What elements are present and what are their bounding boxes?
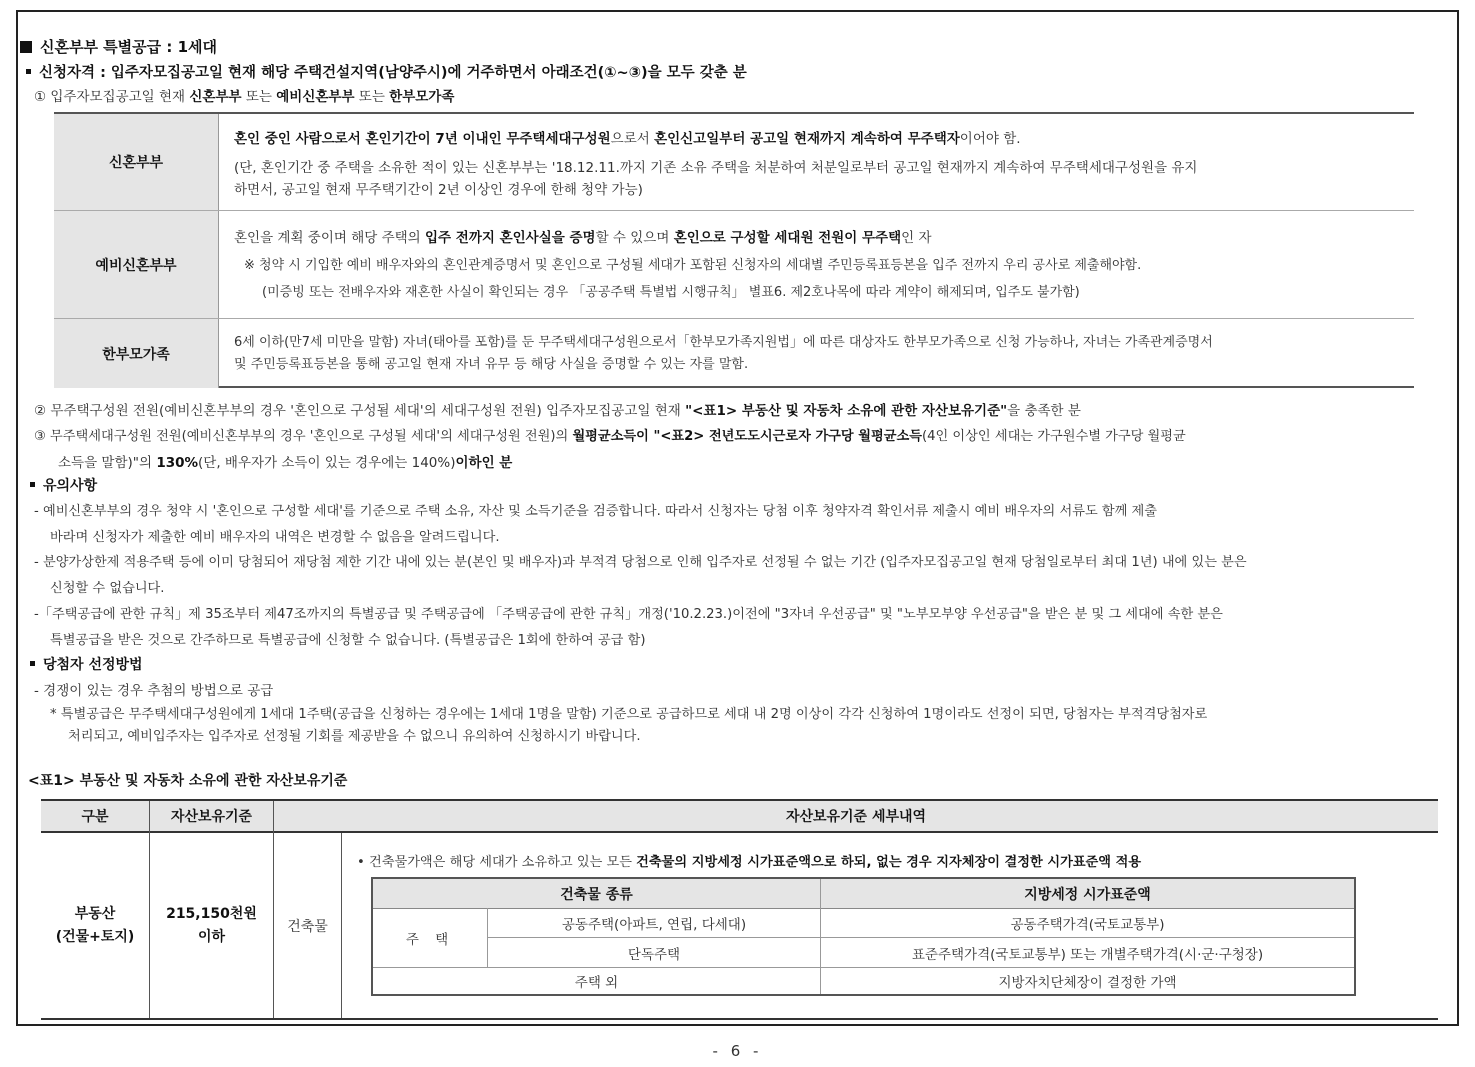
inner-type: 단독주택 [627,946,681,963]
standard-cell [150,833,273,1018]
table-bottom-rule [41,1018,1438,1020]
text: (미증빙 또는 전배우자와 재혼한 사실이 확인되는 경우 「공공주택 특별법 시행규칙」 별표6. 제2호나목에 따라 계약이 해제되며, 입주도 불가함) [262,285,1080,300]
page-number: - 6 - [712,1042,763,1060]
eligibility-row-newlywed [54,114,1414,211]
notes-title [30,475,97,495]
inner-header-value: 지방세정 시가표준액 [1024,886,1151,903]
cond1-m1: 또는 [241,89,277,105]
row-header: 신혼부부 [54,114,219,210]
selection-line: - 경쟁이 있는 경우 추첨의 방법으로 공급 [34,683,274,699]
text: 을 충족한 분 [1007,403,1081,419]
text: (단, 배우자가 소득이 있는 경우에는 140%) [198,455,456,471]
text: 및 주민등록표등본을 통해 공고일 현재 자녀 유무 등 해당 사실을 증명할 수 있는 자를 말함. [234,357,749,372]
text: 혼인을 계획 중이며 해당 주택의 [234,230,425,246]
bullet-icon [30,482,35,487]
condition-2 [34,399,1081,419]
eligibility-row-single-parent [54,319,1414,388]
building-value-table [371,877,1356,996]
selection-line: 처리되고, 예비입주자는 입주자로 선정될 기회를 제공받을 수 없으니 유의하여 신청하시기 바랍니다. [68,729,641,744]
selection-title [30,654,143,674]
text: ② 무주택구성원 전원(예비신혼부부의 경우 '혼인으로 구성될 세대'의 세대구성원 전원) 입주자모집공고일 현재 [34,403,686,419]
header-detail: 자산보유기준 세부내역 [785,809,927,825]
row-header: 한부모가족 [54,319,219,388]
text-bold: "<표1> 부동산 및 자동차 소유에 관한 자산보유기준" [685,403,1008,419]
text-bold: 입주 전까지 혼인사실을 증명 [425,230,596,246]
section-title [20,36,217,57]
condition-1 [34,85,454,105]
bullet-icon [30,661,35,666]
condition-3-cont [58,451,512,471]
table1-caption: <표1> 부동산 및 자동차 소유에 관한 자산보유기준 [28,773,348,789]
qualification-line [26,61,747,82]
row-body [234,225,1404,306]
cond1-b: 예비신혼부부 [276,89,355,105]
text: ③ 무주택세대구성원 전원(예비신혼부부의 경우 '혼인으로 구성될 세대'의 세대구성원 전원)의 [34,429,573,444]
text: • 건축물가액은 해당 세대가 소유하고 있는 모든 [357,855,637,870]
header-category: 구분 [81,809,109,825]
text-bold: 건축물의 지방세정 시가표준액으로 하되, 없는 경우 지자체장이 결정한 시가표준액 적용 [636,855,1142,870]
asset-table [41,799,1438,1020]
building-note [357,851,1141,870]
text: (단, 혼인기간 중 주택을 소유한 적이 있는 신혼부부는 '18.12.11.까지 기존 소유 주택을 처분하여 처분일로부터 공고일 현재까지 계속하여 무주택세대구성원을 유지 [234,160,1198,176]
inner-type: 주택 외 [574,975,619,991]
inner-value: 표준주택가격(국토교통부) 또는 개별주택가격(시·군·구청장) [911,946,1264,963]
text-bold: 혼인신고일부터 공고일 현재까지 계속하여 무주택자 [654,131,960,147]
col-divider [341,833,342,1018]
note-line: - 분양가상한제 적용주택 등에 이미 당첨되어 재당첨 제한 기간 내에 있는 분(본인 및 배우자)과 부적격 당첨으로 인해 입주자로 선정될 수 없는 기간 (입주자모집공고일 현재 당첨일로부터 최대 1년) 내에 있는 분은 [34,555,1247,571]
standard-text: 215,150천원 [166,905,257,922]
inner-value: 지방자치단체장이 결정한 가액 [998,975,1177,991]
text: 소득을 말함)"의 [58,455,157,471]
subcategory-cell: 건축물 [287,918,328,935]
category-text: (건물+토지) [55,928,135,945]
cond1-m2: 또는 [354,89,390,105]
note-line: - 예비신혼부부의 경우 청약 시 '혼인으로 구성할 세대'를 기준으로 주택 소유, 자산 및 소득기준을 검증합니다. 따라서 신청자는 당첨 이후 청약자격 확인서류 제출시 예비 배우자의 서류도 함께 제출 [34,504,1158,519]
text-bold: 130% [156,455,199,471]
inner-group-housing: 주 택 [405,931,455,948]
standard-text: 이하 [197,928,226,945]
text-bold: 혼인 중인 사람으로서 혼인기간이 7년 이내인 무주택세대구성원 [234,131,611,147]
note-line: -「주택공급에 관한 규칙」제 35조부터 제47조까지의 특별공급 및 주택공급에 「주택공급에 관한 규칙」개정('10.2.23.)이전에 "3자녀 우선공급" 및 "노부모부양 우선공급"을 받은 분 및 그 세대에 속한 분은 [34,606,1223,622]
square-bullet-icon [20,41,32,53]
text: ※ 청약 시 기입한 예비 배우자와의 혼인관계증명서 및 혼인으로 구성될 세대가 포함된 신청자의 세대별 주민등록표등본을 입주 전까지 우리 공사로 제출해야함. [244,258,1142,273]
row-body [234,332,1404,376]
qualification-text: 신청자격 : 입주자모집공고일 현재 해당 주택건설지역(남양주시)에 거주하면서 아래조건(①~③)을 모두 갖춘 분 [39,65,747,81]
cond1-a: 신혼부부 [189,89,242,105]
condition-3 [34,425,1186,444]
text-bold: 월평균소득이 "<표2> 전년도도시근로자 가구당 월평균소득 [572,429,922,444]
inner-type: 공동주택(아파트, 연립, 다세대) [561,916,747,933]
header-standard: 자산보유기준 [170,809,253,825]
note-line: 신청할 수 없습니다. [50,581,165,597]
text-bold: 혼인으로 구성할 세대원 전원이 무주택 [673,230,902,246]
bullet-icon [26,69,31,74]
row-body [234,128,1404,201]
inner-value: 공동주택가격(국토교통부) [1010,916,1165,933]
text: 할 수 있으며 [595,230,674,246]
inner-header-type: 건축물 종류 [560,886,633,903]
text: 인 자 [901,230,932,246]
selection-title-text: 당첨자 선정방법 [43,657,143,673]
row-header: 예비신혼부부 [54,211,219,318]
section-title-text: 신혼부부 특별공급 : 1세대 [40,38,218,56]
cond1-prefix: ① 입주자모집공고일 현재 [34,89,190,105]
text: 으로서 [610,131,655,147]
notes-list [34,499,1247,653]
eligibility-table [54,112,1414,388]
category-text: 부동산 [74,905,116,922]
text: (4인 이상인 세대는 가구원수별 가구당 월평균 [921,429,1186,444]
note-line: 바라며 신청자가 제출한 예비 배우자의 내역은 변경할 수 없음을 알려드립니다. [50,529,500,545]
text: 하면서, 공고일 현재 무주택기간이 2년 이상인 경우에 한해 청약 가능) [234,182,643,198]
selection-line: * 특별공급은 무주택세대구성원에게 1세대 1주택(공급을 신청하는 경우에는 1세대 1명을 말함) 기준으로 공급하므로 세대 내 2명 이상이 각각 신청하여 1명이라도 선정이 되면, 당첨자는 부적격당첨자로 [50,707,1208,722]
note-line: 특별공급을 받은 것으로 간주하므로 특별공급에 신청할 수 없습니다. (특별공급은 1회에 한하여 공급 함) [50,632,646,648]
text-bold: 이하인 분 [455,455,513,471]
text: 6세 이하(만7세 미만을 말함) 자녀(태아를 포함)를 둔 무주택세대구성원으로서「한부모가족지원법」에 따른 대상자도 한부모가족으로 신청 가능하나, 자녀는 가족관계증명서 [234,335,1213,350]
category-cell [41,833,149,1018]
eligibility-row-prospective [54,211,1414,319]
notes-title-text: 유의사항 [43,478,98,494]
cond1-c: 한부모가족 [389,89,455,105]
text: 이어야 함. [959,131,1021,147]
